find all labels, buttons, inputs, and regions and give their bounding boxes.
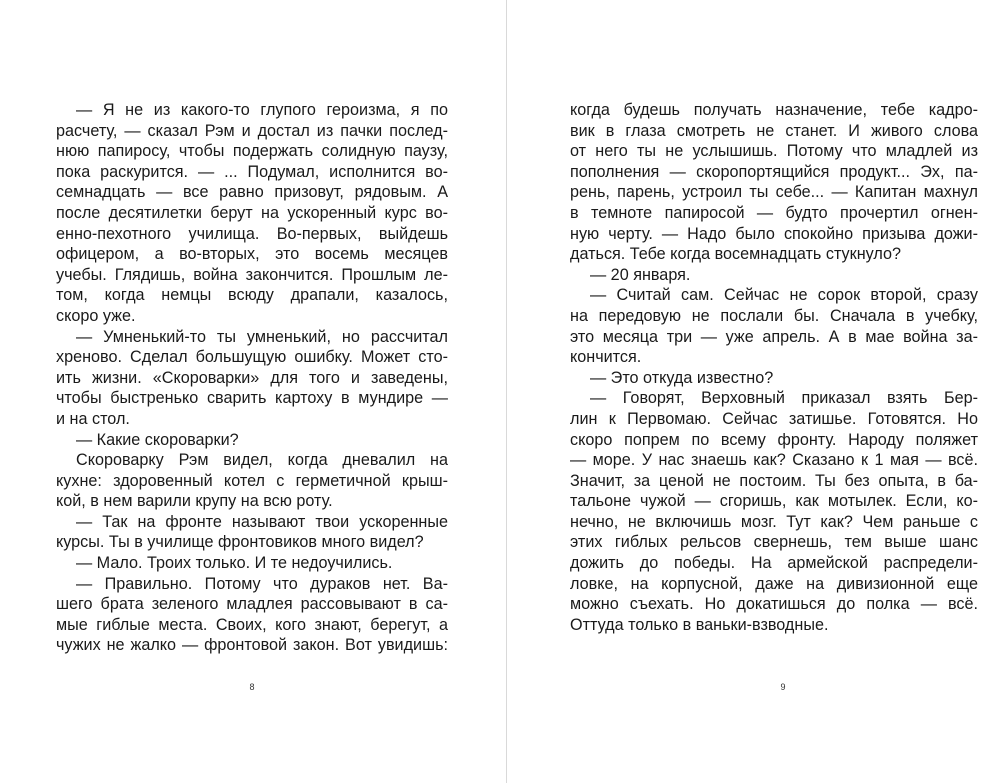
text-line: лин к Первомаю. Сейчас затишье. Готовятся. Но [570,409,978,428]
text-line: расчету, — сказал Рэм и достал из пачки послед- [56,121,448,140]
text-line: чужих не жалко — фронтовой закон. Вот увидишь: [56,636,448,655]
text-line: — Так на фронте называют твои ускоренные [76,512,448,531]
text-line: Значит, за ценой не постоим. Ты без опыта, в ба- [570,471,978,490]
text-line: дожить до победы. На армейской распредели- [570,554,978,573]
text-line: это месяца три — уже апрель. А в мае война за- [570,327,978,346]
text-line: можно съехать. Но докатишься до полка — всё. [570,595,978,614]
left-page-number: 8 [249,682,255,692]
text-line: этих гиблых рельсов свернешь, тем выше шанс [570,533,978,552]
text-line: пока раскурится. — ... Подумал, исполнится во- [56,162,448,181]
text-line: даться. Тебе когда восемнадцать стукнуло? [570,245,902,264]
text-line: и на стол. [56,409,130,428]
text-line: — Мало. Троих только. И те недоучились. [76,554,393,573]
text-line: ную черту. — Надо было спокойно призыва дожи- [570,224,978,243]
text-line: курсы. Ты в училище фронтовиков много видел? [56,533,424,552]
text-line: рень, парень, устроил ты себе... — Капитан махнул [570,183,978,202]
text-line: — Правильно. Потому что дураков нет. Ва- [76,574,448,593]
right-page-text [570,100,978,635]
text-line: офицером, а во-вторых, это восемь месяцев [56,245,448,264]
text-line: шего брата зеленого младлея рассовывают в са- [56,595,448,614]
right-page [507,0,1000,783]
left-page-text [56,100,448,656]
text-line: скоро уже. [56,306,136,325]
text-line: от него ты не услышишь. Потому что младлей из [570,142,978,161]
text-line: ловке, на корпусной, даже на дивизионной еще [570,574,978,593]
text-line: хреново. Сделал большущую ошибку. Может сто- [56,348,448,367]
text-line: семнадцать — все равно призовут, рядовым. А [56,183,448,202]
text-line: в темноте папиросой — будто прочертил огнен- [570,203,978,222]
text-line: кончится. [570,348,642,367]
text-line: енно-пехотного училища. Во-первых, выйдешь [56,224,448,243]
text-line: на передовую не послали бы. Сначала в учебку, [570,306,978,325]
text-line: чтобы быстренько сварить картоху в мундире — [56,389,448,408]
text-line: Оттуда только в ваньки-взводные. [570,615,829,634]
text-line: учебы. Глядишь, война закончится. Прошлым ле- [56,265,448,284]
text-line: — Какие скороварки? [76,430,239,449]
text-line: — море. У нас знаешь как? Сказано к 1 мая — всё. [570,451,978,470]
text-line: кухне: здоровенный котел с герметичной крыш- [56,471,448,490]
text-line: пополнения — скоропортящийся продукт... Эх, па- [570,162,978,181]
text-line: после десятилетки берут на ускоренный курс во- [56,203,448,222]
text-line: — Умненький-то ты умненький, но рассчитал [76,327,448,346]
text-line: — Считай сам. Сейчас не сорок второй, сразу [590,286,978,305]
text-line: скоро попрем по всему фронту. Народу поляжет [570,430,978,449]
text-line: мые гиблые места. Своих, кого знают, берегут, а [56,615,448,634]
text-line: — Это откуда известно? [590,368,774,387]
text-line: ить жизни. «Скороварки» для того и заведены, [56,368,448,387]
text-line: нечно, не включишь мозг. Тут как? Чем раньше с [570,512,978,531]
right-page-number: 9 [780,682,786,692]
text-line: нюю папиросу, чтобы подержать солидную паузу, [56,142,448,161]
text-line: — Говорят, Верховный приказал взять Бер- [590,389,978,408]
text-line: вик в глаза смотреть не станет. И живого слова [570,121,978,140]
text-line: — 20 января. [590,265,691,284]
text-line: кой, в нем варили крупу на всю роту. [56,492,333,511]
text-line: когда будешь получать назначение, тебе кадро- [570,101,978,119]
text-line: тальоне чужой — сгоришь, как мотылек. Если, ко- [570,492,978,511]
text-line: — Я не из какого-то глупого героизма, я по [76,101,448,119]
text-line: том, когда немцы всюду драпали, казалось, [56,286,448,305]
text-line: Скороварку Рэм видел, когда дневалил на [76,451,448,470]
